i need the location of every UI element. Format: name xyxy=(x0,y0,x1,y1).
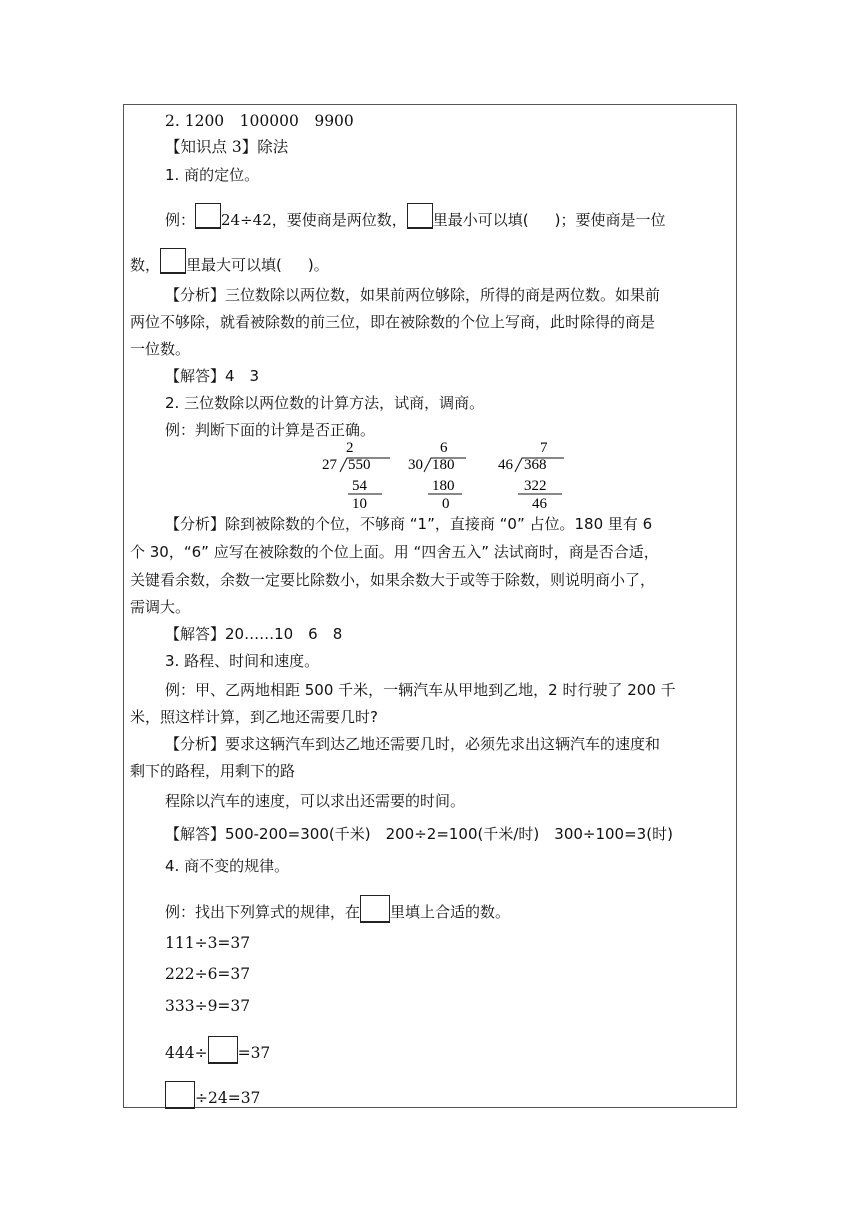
analysis-2-line-1: 【分析】除到被除数的个位，不够商 “1”，直接商 “0” 占位。180 里有 6 xyxy=(165,515,653,533)
example-1-line-2 xyxy=(130,248,329,275)
division-2-dividend: 180 xyxy=(432,457,455,473)
analysis-1-line-3: 一位数。 xyxy=(130,340,191,358)
example-3-line-1: 例：甲、乙两地相距 500 千米，一辆汽车从甲地到乙地，2 时行驶了 200 千 xyxy=(165,681,676,699)
example-1-text-3: )；要使商是一位 xyxy=(554,211,666,229)
example-1-text: 24÷42，要使商是两位数， xyxy=(221,211,407,229)
division-3-remainder: 46 xyxy=(532,496,547,512)
blank-box xyxy=(195,203,221,229)
example-4-text-1: 例：找出下列算式的规律，在 xyxy=(165,903,361,921)
example-1-text-6: )。 xyxy=(307,256,329,274)
example-1-text-4: 数， xyxy=(130,256,161,274)
point-3-heading: 3. 路程、时间和速度。 xyxy=(165,652,320,670)
equation-4-right: =37 xyxy=(237,1044,271,1062)
example-3-line-2: 米，照这样计算，到乙地还需要几时? xyxy=(130,708,378,726)
solution-2: 【解答】20……10 6 8 xyxy=(165,625,343,643)
division-3-divisor: 46 xyxy=(498,457,513,473)
division-2-product: 180 xyxy=(432,478,455,494)
point-2-heading: 2. 三位数除以两位数的计算方法，试商，调商。 xyxy=(165,394,485,412)
equation-4 xyxy=(165,1036,270,1064)
equation-1: 111÷3=37 xyxy=(165,934,251,952)
example-4-prompt xyxy=(165,895,510,923)
example-1-text-2: 里最小可以填( xyxy=(432,211,529,229)
division-3-quotient: 7 xyxy=(540,440,548,456)
analysis-2-line-3: 关键看余数，余数一定要比除数小，如果余数大于或等于除数，则说明商小了， xyxy=(130,571,656,589)
division-1-divisor: 27 xyxy=(322,457,337,473)
example-label: 例： xyxy=(165,211,196,229)
equation-5 xyxy=(165,1081,260,1109)
analysis-2-line-2: 个 30，“6” 应写在被除数的个位上面。用 “四舍五入” 法试商时，商是否合适， xyxy=(130,543,659,561)
blank-box xyxy=(360,895,390,923)
division-2 xyxy=(408,440,466,512)
equation-5-right: ÷24=37 xyxy=(195,1089,261,1107)
division-1-product: 54 xyxy=(352,478,367,494)
division-1 xyxy=(322,440,390,512)
answer-line-1: 2. 1200 100000 9900 xyxy=(165,112,354,130)
equation-3: 333÷9=37 xyxy=(165,997,251,1015)
analysis-2-line-4: 需调大。 xyxy=(130,598,191,616)
solution-3: 【解答】500-200=300(千米) 200÷2=100(千米/时) 300÷100=3(时) xyxy=(165,825,673,843)
analysis-3-line-2: 剩下的路程，用剩下的路 xyxy=(130,762,296,780)
analysis-3-line-1: 【分析】要求这辆汽车到达乙地还需要几时，必须先求出这辆汽车的速度和 xyxy=(165,735,661,753)
blank-box xyxy=(160,248,186,274)
division-3-product: 322 xyxy=(524,478,547,494)
blank-box xyxy=(208,1036,238,1064)
division-1-quotient: 2 xyxy=(346,440,354,456)
example-2-prompt: 例：判断下面的计算是否正确。 xyxy=(165,421,376,439)
equation-2: 222÷6=37 xyxy=(165,965,251,983)
long-division-examples xyxy=(320,438,580,514)
example-1-line-1 xyxy=(165,203,665,230)
analysis-1-line-2: 两位不够除，就看被除数的前三位，即在被除数的个位上写商，此时除得的商是 xyxy=(130,313,656,331)
example-1-text-5: 里最大可以填( xyxy=(186,256,282,274)
division-2-divisor: 30 xyxy=(408,457,423,473)
example-4-text-2: 里填上合适的数。 xyxy=(390,903,511,921)
blank-box xyxy=(165,1081,195,1109)
solution-1: 【解答】4 3 xyxy=(165,367,260,385)
division-1-dividend: 550 xyxy=(348,457,371,473)
point-1-heading: 1. 商的定位。 xyxy=(165,166,260,184)
equation-4-left: 444÷ xyxy=(165,1044,208,1062)
point-4-heading: 4. 商不变的规律。 xyxy=(165,857,290,875)
blank-box xyxy=(407,203,433,229)
division-2-remainder: 0 xyxy=(442,496,450,512)
division-3-dividend: 368 xyxy=(524,457,547,473)
analysis-3-line-3: 程除以汽车的速度，可以求出还需要的时间。 xyxy=(165,792,466,810)
division-1-remainder: 10 xyxy=(352,496,367,512)
division-3 xyxy=(498,440,564,512)
division-2-quotient: 6 xyxy=(440,440,448,456)
section-heading: 【知识点 3】除法 xyxy=(165,138,289,156)
analysis-1-line-1: 【分析】三位数除以两位数，如果前两位够除，所得的商是两位数。如果前 xyxy=(165,286,661,304)
